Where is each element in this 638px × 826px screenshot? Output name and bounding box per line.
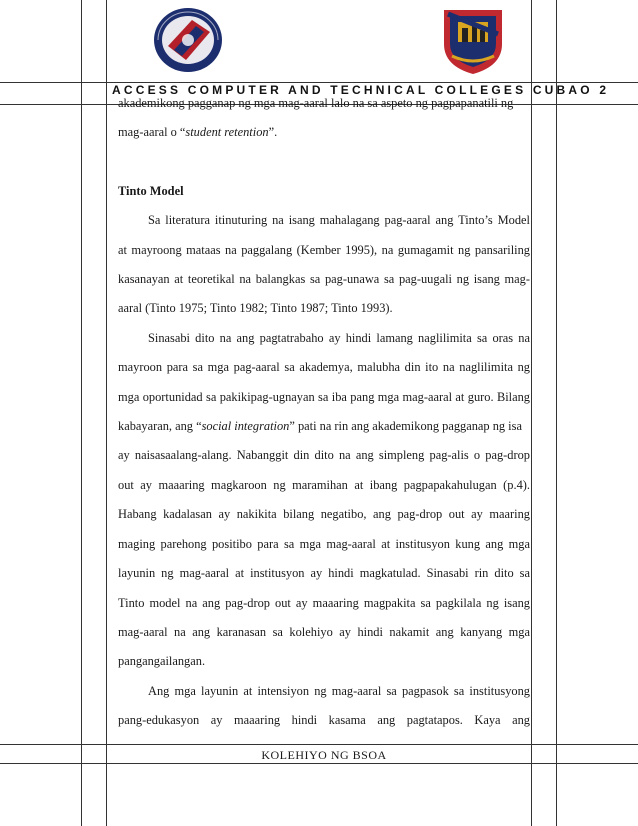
blank-line	[118, 147, 530, 176]
section-heading: Tinto Model	[118, 183, 184, 198]
text-line: aaral (Tinto 1975; Tinto 1982; Tinto 1987; Tinto 1993).	[118, 301, 393, 316]
college-seal-logo	[152, 6, 224, 74]
text-line: maging parehong positibo para sa mga mag-aaral at institusyon kung ang mga	[118, 536, 530, 551]
text-line: Sa literatura itinuturing na isang mahalagang pag-aaral ang Tinto’s Model	[148, 213, 530, 228]
margin-line-left-inner	[106, 0, 107, 826]
text-line-continued: akademikong pagganap ng mga mag-aaral lalo na sa aspeto ng pagpapanatili ng	[118, 96, 514, 110]
text-line: out ay maaaring magkaroon ng maramihan at ibang pagpapakahulugan (p.4).	[118, 477, 530, 492]
text-line: Ang mga layunin at intensiyon ng mag-aaral sa pagpasok sa institusyong	[148, 683, 530, 698]
text-line: mag-aaral na ang karanasan sa kolehiyo ay hindi nakamit ang kanyang mga	[118, 624, 530, 639]
text-line: ay naisasaalang-alang. Nabanggit din dito na ang simpleng pag-alis o pag-drop	[118, 448, 530, 463]
text-line: kabayaran, ang “social integration” pati na rin ang akademikong pagganap ng isa	[118, 419, 522, 434]
text-line: Habang kadalasan ay nakikita bilang negatibo, ang pag-drop out ay maaring	[118, 507, 530, 522]
text-line: pang-edukasyon ay maaaring hindi kasama ang pagtatapos. Kaya ang	[118, 713, 530, 728]
text-line: pangangailangan.	[118, 654, 206, 669]
footer-rule-top	[0, 744, 638, 745]
text-line: layunin ng mag-aaral at institusyon ay hindi magkatulad. Sinasabi rin dito sa	[118, 566, 530, 581]
institution-header: ACCESS COMPUTER AND TECHNICAL COLLEGES CUBAO 2	[112, 83, 610, 97]
text-line: Sinasabi dito na ang pagtatrabaho ay hindi lamang naglilimita sa oras na	[148, 330, 530, 345]
text-line: Tinto model na ang pag-drop out ay maaaring magpakita sa pagkilala ng isang	[118, 595, 530, 610]
margin-line-left-outer	[81, 0, 82, 826]
margin-line-right-outer	[556, 0, 557, 826]
margin-line-right-inner	[531, 0, 532, 826]
college-crest-logo	[440, 4, 506, 76]
text-line: mayroon para sa mga pag-aaral sa akademya, malubha din ito na naglilimita ng	[118, 360, 530, 375]
document-body	[118, 118, 530, 736]
text-line: at mayroong mataas na paggalang (Kember 1995), na gumagamit ng pansariling	[118, 242, 530, 257]
footer-rule-bottom	[0, 763, 638, 764]
text-line: mag-aaral o “student retention”.	[118, 125, 278, 139]
text-line: kasanayan at teoretikal na balangkas sa pag-unawa sa pag-uugali ng isang mag-	[118, 272, 530, 287]
text-line: mga oportunidad sa pakikipag-ugnayan sa iba pang mga mag-aaral at guro. Bilang	[118, 389, 530, 404]
footer-department: KOLEHIYO NG BSOA	[261, 748, 387, 762]
